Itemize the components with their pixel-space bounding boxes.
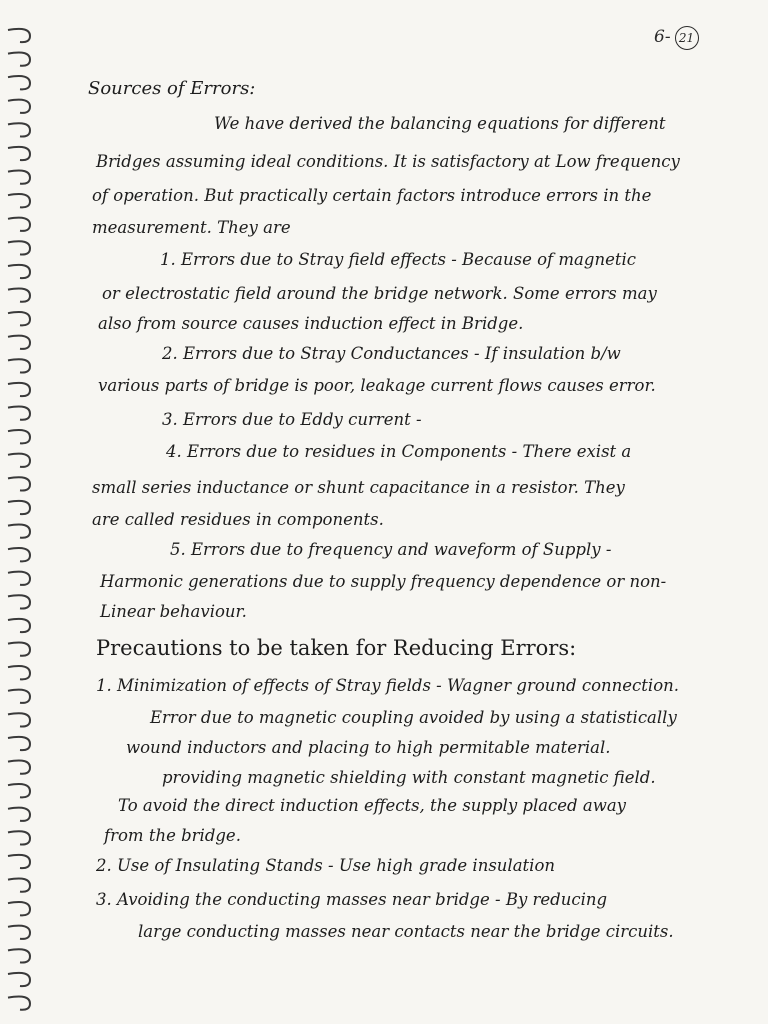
list-item-precaution-3: 3. Avoiding the conducting masses near bridge - By reducing [96,890,608,909]
spiral-ring [8,737,30,750]
spiral-ring [8,548,30,561]
text-line: wound inductors and placing to high permitable material. [126,738,611,757]
text-line: measurement. They are [92,218,291,237]
page-number [654,26,699,50]
spiral-ring [8,808,30,821]
spiral-ring [8,855,30,868]
text-line: Error due to magnetic coupling avoided by using a statistically [150,708,677,727]
spiral-ring [8,336,30,349]
spiral-ring [8,784,30,797]
spiral-ring [8,359,30,372]
spiral-ring [8,996,30,1009]
list-item-precaution-2: 2. Use of Insulating Stands - Use high grade insulation [96,856,556,875]
spiral-ring [8,595,30,608]
list-item-3: 3. Errors due to Eddy current - [162,410,422,429]
spiral-ring [8,76,30,89]
spiral-ring [8,241,30,254]
list-item-5: 5. Errors due to frequency and waveform of Supply - [170,540,612,559]
page-number-circled: 21 [675,26,699,50]
spiral-ring [8,760,30,773]
text-line: providing magnetic shielding with constant magnetic field. [162,768,656,787]
spiral-ring [8,312,30,325]
spiral-ring [8,713,30,726]
text-line: large conducting masses near contacts near the bridge circuits. [138,922,674,941]
spiral-ring [8,265,30,278]
list-item-2: 2. Errors due to Stray Conductances - If insulation b/w [162,344,621,363]
spiral-ring [8,642,30,655]
spiral-ring [8,194,30,207]
spiral-ring [8,383,30,396]
spiral-ring [8,902,30,915]
spiral-ring [8,430,30,443]
spiral-ring [8,406,30,419]
spiral-ring [8,170,30,183]
spiral-ring [8,288,30,301]
spiral-ring [8,973,30,986]
text-line: also from source causes induction effect in Bridge. [98,314,524,333]
spiral-ring [8,524,30,537]
text-line: small series inductance or shunt capacitance in a resistor. They [92,478,625,497]
spiral-ring [8,100,30,113]
page-number-prefix: 6- [654,27,671,47]
text-line: Bridges assuming ideal conditions. It is satisfactory at Low frequency [96,152,680,171]
spiral-ring [8,690,30,703]
spiral-ring [8,572,30,585]
spiral-ring [8,52,30,65]
section-heading-sources-of-errors: Sources of Errors: [88,78,256,99]
text-line: or electrostatic field around the bridge network. Some errors may [102,284,657,303]
spiral-ring [8,619,30,632]
text-line: Linear behaviour. [100,602,247,621]
text-line: various parts of bridge is poor, leakage current flows causes error. [98,376,656,395]
spiral-ring [8,831,30,844]
spiral-ring [8,666,30,679]
text-line: We have derived the balancing equations for different [214,114,666,133]
spiral-ring [8,218,30,231]
spiral-ring [8,454,30,467]
list-item-1: 1. Errors due to Stray field effects - Because of magnetic [160,250,636,269]
list-item-4: 4. Errors due to residues in Components - There exist a [166,442,632,461]
text-line: are called residues in components. [92,510,384,529]
spiral-ring [8,926,30,939]
spiral-ring [8,477,30,490]
spiral-ring [8,147,30,160]
text-line: from the bridge. [104,826,241,845]
spiral-ring [8,949,30,962]
text-line: To avoid the direct induction effects, the supply placed away [118,796,626,815]
spiral-ring [8,878,30,891]
list-item-precaution-1: 1. Minimization of effects of Stray fields - Wagner ground connection. [96,676,680,695]
spiral-ring [8,29,30,42]
text-line: of operation. But practically certain factors introduce errors in the [92,186,652,205]
spiral-ring [8,501,30,514]
spiral-ring [8,123,30,136]
text-line: Harmonic generations due to supply frequency dependence or non- [100,572,667,591]
section-heading-precautions: Precautions to be taken for Reducing Errors: [96,636,577,660]
spiral-binding [0,0,36,1024]
